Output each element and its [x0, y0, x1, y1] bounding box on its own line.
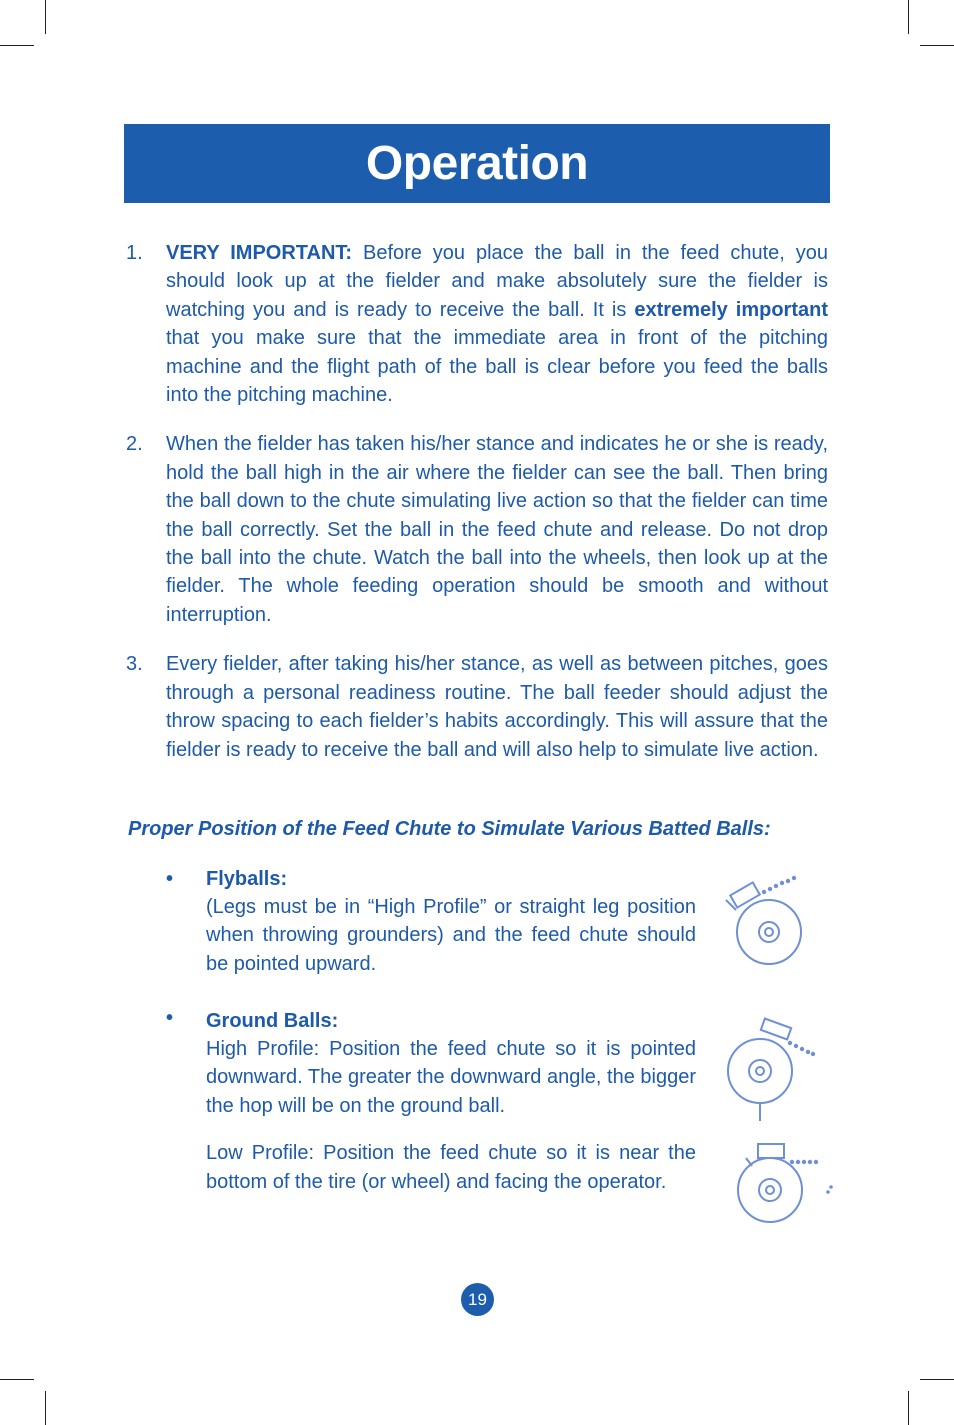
step-number: 2. [126, 433, 143, 456]
warning-label: VERY IMPORTANT: [166, 242, 353, 264]
step-number: 1. [126, 242, 143, 264]
bullet-content [206, 865, 696, 978]
flyball-chute-illustration [722, 870, 812, 970]
low-profile-chute-illustration [730, 1138, 840, 1228]
page-number-badge [461, 1283, 494, 1316]
page-number: 19 [468, 1289, 487, 1309]
step-3 [124, 650, 828, 764]
bullet-ground-balls [166, 1004, 696, 1196]
crop-mark [920, 45, 954, 46]
crop-mark [0, 45, 34, 46]
step-text: When the fielder has taken his/her stance and indicates he or she is ready, hold the ball high in the air where the fielder can see the ball. Then bring the ball down to the chute simulating live action so that the fielder can time the ball correctly. Set the ball in the feed chute and release. Do not drop the ball into the chute. Watch the ball into the wheels, then look up at the fielder. The whole feeding operation should be smooth and without interruption. [166, 433, 828, 626]
crop-mark [0, 1379, 34, 1380]
step-text: VERY IMPORTANT: Before you place the ball in the feed chute, you should look up at the fielder and make absolutely sure the fielder is watching you and is ready to receive the ball. It is extremely important that you make sure that the immediate area in front of the pitching machine and the flight path of the ball is clear before you feed the balls into the pitching machine. [166, 242, 829, 407]
page-title: Operation [365, 137, 589, 190]
low-profile-description: Low Profile: Position the feed chute so it is near the bottom of the tire (or wheel) and facing the operator. [206, 1142, 696, 1193]
bullet-symbol: • [166, 868, 174, 890]
bullet-flyballs [166, 865, 696, 978]
step-2 [124, 430, 828, 629]
crop-mark [45, 0, 46, 34]
crop-mark [920, 1379, 954, 1380]
bullet-content [206, 1007, 696, 1196]
title-banner [124, 124, 830, 203]
step-number: 3. [126, 653, 143, 676]
bullet-symbol: • [166, 1007, 174, 1029]
steps-list [124, 239, 828, 785]
emphasis-text: extremely important [634, 298, 829, 321]
section-heading: Proper Position of the Feed Chute to Simulate Various Batted Balls: [128, 818, 771, 840]
high-profile-description: High Profile: Position the feed chute so it is pointed downward. The greater the downward angle, the bigger the hop will be on the ground ball. [206, 1038, 696, 1117]
crop-mark [908, 1391, 909, 1425]
crop-mark [45, 1391, 46, 1425]
bullet-description: (Legs must be in “High Profile” or straight leg position when throwing grounders) and the feed chute should be pointed upward. [206, 896, 696, 975]
bullet-label: Flyballs: [206, 868, 288, 890]
step-1 [124, 239, 828, 409]
step-text: Every fielder, after taking his/her stance, as well as between pitches, goes through a personal readiness routine. The ball feeder should adjust the throw spacing to each fielder’s habits accordingly. This will assure that the fielder is ready to receive the ball and will also help to simulate live action. [166, 653, 828, 761]
high-profile-chute-illustration [722, 1015, 822, 1125]
crop-mark [908, 0, 909, 34]
bullet-label: Ground Balls: [206, 1010, 339, 1032]
